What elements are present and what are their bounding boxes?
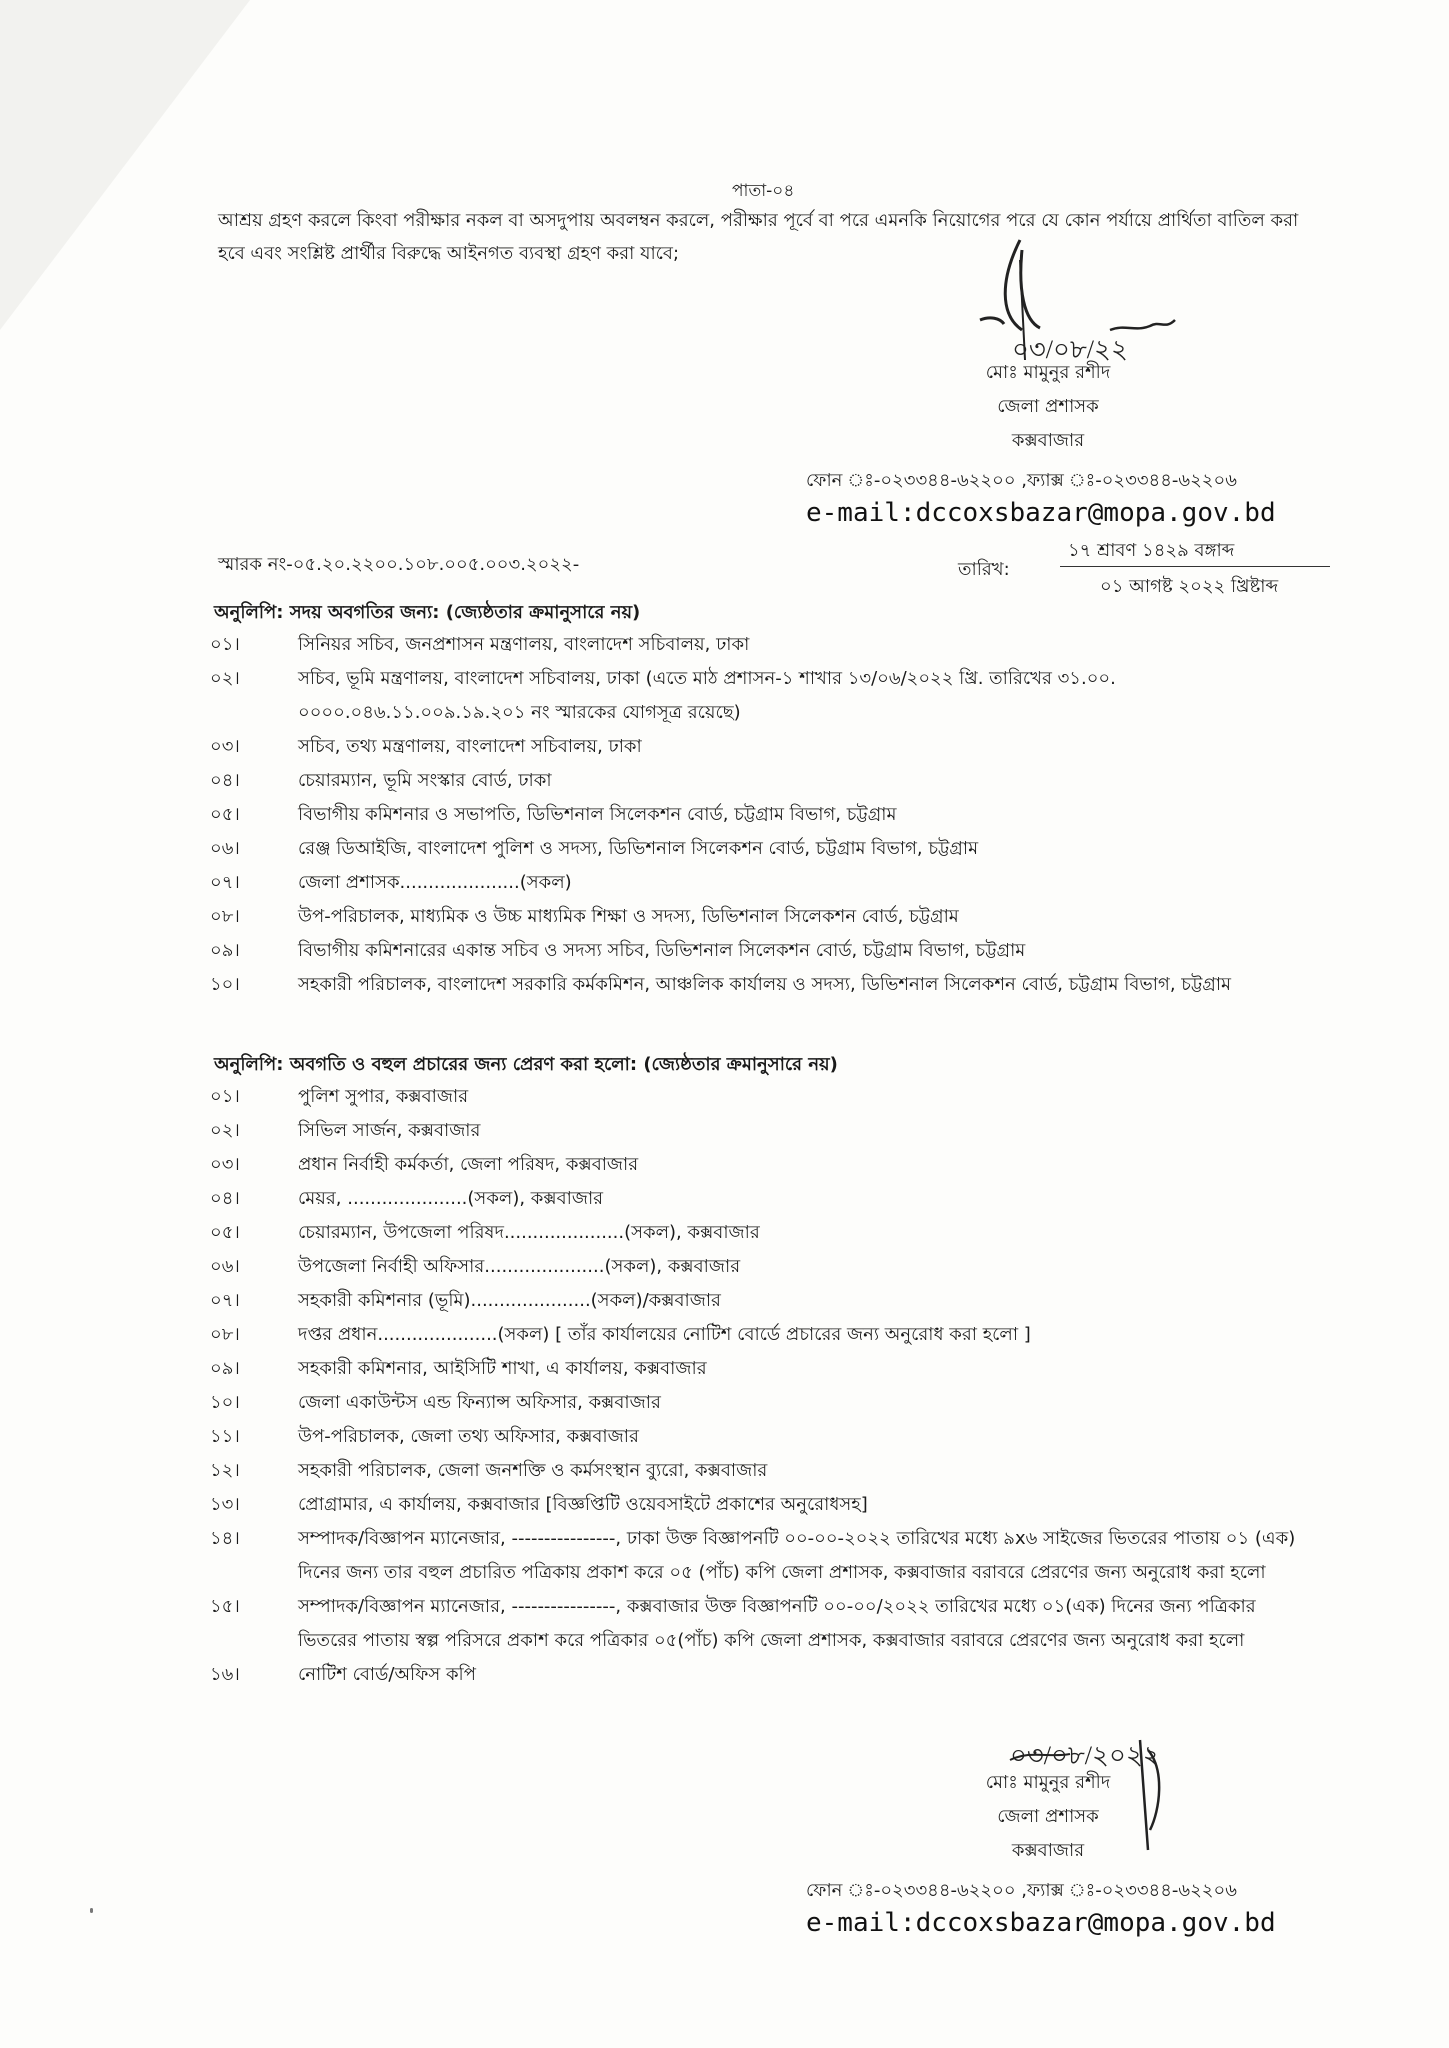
item-text: চেয়ারম্যান, উপজেলা পরিষদ.....................(সকল), কক্সবাজার — [298, 1222, 760, 1243]
item-number: ১২। — [210, 1460, 240, 1481]
signatory-district-2: কক্সবাজার — [1011, 1840, 1085, 1861]
item-text: সিভিল সার্জন, কক্সবাজার — [298, 1120, 481, 1141]
list-item — [210, 1522, 1320, 1590]
item-text: প্রোগ্রামার, এ কার্যালয়, কক্সবাজার [বিজ্ঞপ্তিটি ওয়েবসাইটে প্রকাশের অনুরোধসহ] — [298, 1494, 868, 1515]
copy-heading-2: অনুলিপি: অবগতি ও বহুল প্রচারের জন্য প্রেরণ করা হলো: (জ্যেষ্ঠতার ক্রমানুসারে নয়) — [214, 1054, 838, 1075]
list-item — [210, 1148, 1320, 1182]
item-text: জেলা একাউন্টস এন্ড ফিন্যান্স অফিসার, কক্সবাজার — [298, 1392, 661, 1413]
list-item — [210, 764, 1320, 798]
item-number: ০১। — [210, 634, 240, 655]
list-item — [210, 1454, 1320, 1488]
item-text: উপ-পরিচালক, জেলা তথ্য অফিসার, কক্সবাজার — [298, 1426, 639, 1447]
list-item — [210, 798, 1320, 832]
item-number: ০৬। — [210, 838, 240, 859]
list-item — [210, 1488, 1320, 1522]
list-item — [210, 662, 1320, 730]
item-number: ১০। — [210, 1392, 240, 1413]
item-text: চেয়ারম্যান, ভূমি সংস্কার বোর্ড, ঢাকা — [298, 770, 552, 791]
signature-date-bottom: ০৩/০৮/২০২২ — [1010, 1741, 1160, 1770]
item-text: প্রধান নির্বাহী কর্মকর্তা, জেলা পরিষদ, কক্সবাজার — [298, 1154, 639, 1175]
date-english: ০১ আগষ্ট ২০২২ খ্রিষ্টাব্দ — [1100, 576, 1279, 597]
item-number: ০৫। — [210, 1222, 240, 1243]
list-item — [210, 1080, 1320, 1114]
phone-fax-top: ফোন ঃ-০২৩৩৪৪-৬২২০০ ,ফ্যাক্স ঃ-০২৩৩৪৪-৬২২০৬ — [806, 470, 1237, 491]
signatory-district: কক্সবাজার — [1011, 430, 1085, 451]
item-number: ১৪। — [210, 1528, 240, 1549]
item-number: ০৮। — [210, 1324, 240, 1345]
item-number: ০৬। — [210, 1256, 240, 1277]
signature-top — [960, 220, 1200, 370]
item-number: ০২। — [210, 668, 240, 689]
list-item — [210, 1352, 1320, 1386]
signatory-name-2: মোঃ মামুনুর রশীদ — [985, 1772, 1111, 1793]
date-label: তারিখ: — [958, 559, 1010, 580]
email-bottom: e-mail:dccoxsbazar@mopa.gov.bd — [806, 1908, 1276, 1938]
item-text: উপ-পরিচালক, মাধ্যমিক ও উচ্চ মাধ্যমিক শিক্ষা ও সদস্য, ডিভিশনাল সিলেকশন বোর্ড, চট্টগ্রাম — [298, 906, 959, 927]
item-number: ০৪। — [210, 1188, 240, 1209]
list-item — [210, 866, 1320, 900]
intro-paragraph: আশ্রয় গ্রহণ করলে কিংবা পরীক্ষার নকল বা অসদুপায় অবলম্বন করলে, পরীক্ষার পূর্বে বা পরে এমনকি নিয়োগের পরে যে কোন পর্যায়ে প্রার্থিতা বাতিল করা হবে এবং সংশ্লিষ্ট প্রার্থীর বিরুদ্ধে আইনগত ব্যবস্থা গ্রহণ করা যাবে; — [218, 210, 1299, 264]
item-number: ০৩। — [210, 736, 240, 757]
page-number: পাতা-০৪ — [732, 181, 795, 201]
item-number: ১৩। — [210, 1494, 240, 1515]
item-number: ১০। — [210, 974, 240, 995]
list-item — [210, 1386, 1320, 1420]
item-text: উপজেলা নির্বাহী অফিসার.....................(সকল), কক্সবাজার — [298, 1256, 741, 1277]
list-item — [210, 1182, 1320, 1216]
list-item — [210, 900, 1320, 934]
folded-corner — [0, 0, 250, 330]
list-item — [210, 628, 1320, 662]
date-bangla: ১৭ শ্রাবণ ১৪২৯ বঙ্গাব্দ — [1068, 540, 1235, 561]
list-item — [210, 1284, 1320, 1318]
signature-block-bottom — [948, 1766, 1148, 1868]
list-item — [210, 934, 1320, 968]
item-text: জেলা প্রশাসক.....................(সকল) — [298, 872, 572, 893]
scan-speck — [90, 1908, 93, 1913]
phone-fax-bottom: ফোন ঃ-০২৩৩৪৪-৬২২০০ ,ফ্যাক্স ঃ-০২৩৩৪৪-৬২২০৬ — [806, 1880, 1237, 1901]
item-text: বিভাগীয় কমিশনার ও সভাপতি, ডিভিশনাল সিলেকশন বোর্ড, চট্টগ্রাম বিভাগ, চট্টগ্রাম — [298, 804, 897, 825]
item-number: ০৯। — [210, 940, 240, 961]
item-text: সিনিয়র সচিব, জনপ্রশাসন মন্ত্রণালয়, বাংলাদেশ সচিবালয়, ঢাকা — [298, 634, 750, 655]
item-number: ০২। — [210, 1120, 240, 1141]
item-text: মেয়র, .....................(সকল), কক্সবাজার — [298, 1188, 604, 1209]
list-item — [210, 832, 1320, 866]
list-item — [210, 1590, 1320, 1658]
item-text: সহকারী পরিচালক, বাংলাদেশ সরকারি কর্মকমিশন, আঞ্চলিক কার্যালয় ও সদস্য, ডিভিশনাল সিলেকশন বোর্ড, চট্টগ্রাম বিভাগ, চট্টগ্রাম — [298, 974, 1232, 995]
item-text: সচিব, তথ্য মন্ত্রণালয়, বাংলাদেশ সচিবালয়, ঢাকা — [298, 736, 642, 757]
list-item — [210, 1250, 1320, 1284]
list-item — [210, 1114, 1320, 1148]
item-number: ০৪। — [210, 770, 240, 791]
item-text: পুলিশ সুপার, কক্সবাজার — [298, 1086, 469, 1107]
list-item — [210, 1658, 1320, 1692]
item-number: ০৮। — [210, 906, 240, 927]
copy-list-2 — [210, 1080, 1320, 1692]
memo-number: স্মারক নং-০৫.২০.২২০০.১০৮.০০৫.০০৩.২০২২- — [218, 554, 580, 575]
item-number: ০৭। — [210, 1290, 240, 1311]
list-item — [210, 968, 1320, 1002]
item-number: ০৩। — [210, 1154, 240, 1175]
signatory-designation: জেলা প্রশাসক — [997, 396, 1099, 417]
item-text: সচিব, ভূমি মন্ত্রণালয়, বাংলাদেশ সচিবালয়, ঢাকা (এতে মাঠ প্রশাসন-১ শাখার ১৩/০৬/২০২২ খ্রি. তারিখের ৩১.০০. ০০০০.০৪৬.১১.০০৯.১৯.২০১ নং স্মারকের যোগসূত্র রয়েছে) — [298, 668, 1116, 723]
list-item — [210, 730, 1320, 764]
item-number: ১৫। — [210, 1596, 240, 1617]
signatory-name: মোঃ মামুনুর রশীদ — [985, 362, 1111, 383]
date-divider — [1060, 566, 1330, 567]
list-item — [210, 1216, 1320, 1250]
item-number: ০১। — [210, 1086, 240, 1107]
list-item — [210, 1318, 1320, 1352]
copy-list-1 — [210, 628, 1320, 1002]
signature-block-top — [948, 356, 1148, 458]
item-text: সম্পাদক/বিজ্ঞাপন ম্যানেজার, ----------------, ঢাকা উক্ত বিজ্ঞাপনটি ০০-০০-২০২২ তারিখের মধ্যে ৯x৬ সাইজের ভিতরের পাতায় ০১ (এক) দিনের জন্য তার বহুল প্রচারিত পত্রিকায় প্রকাশ করে ০৫ (পাঁচ) কপি জেলা প্রশাসক, কক্সবাজার বরাবরে প্রেরণের জন্য অনুরোধ করা হলো — [298, 1528, 1296, 1583]
item-number: ১৬। — [210, 1664, 240, 1685]
item-text: সহকারী পরিচালক, জেলা জনশক্তি ও কর্মসংস্থান ব্যুরো, কক্সবাজার — [298, 1460, 768, 1481]
item-text: নোটিশ বোর্ড/অফিস কপি — [298, 1664, 476, 1685]
email-top: e-mail:dccoxsbazar@mopa.gov.bd — [806, 498, 1276, 528]
item-number: ০৭। — [210, 872, 240, 893]
item-number: ০৫। — [210, 804, 240, 825]
item-text: রেঞ্জ ডিআইজি, বাংলাদেশ পুলিশ ও সদস্য, ডিভিশনাল সিলেকশন বোর্ড, চট্টগ্রাম বিভাগ, চট্টগ্রাম — [298, 838, 979, 859]
item-number: ১১। — [210, 1426, 240, 1447]
copy-heading-1: অনুলিপি: সদয় অবগতির জন্য: (জ্যেষ্ঠতার ক্রমানুসারে নয়) — [214, 602, 641, 623]
item-text: সহকারী কমিশনার, আইসিটি শাখা, এ কার্যালয়, কক্সবাজার — [298, 1358, 707, 1379]
list-item — [210, 1420, 1320, 1454]
item-text: বিভাগীয় কমিশনারের একান্ত সচিব ও সদস্য সচিব, ডিভিশনাল সিলেকশন বোর্ড, চট্টগ্রাম বিভাগ, চট্টগ্রাম — [298, 940, 1026, 961]
item-text: দপ্তর প্রধান.....................(সকল) [ তাঁর কার্যালয়ের নোটিশ বোর্ডে প্রচারের জন্য অনুরোধ করা হলো ] — [298, 1324, 1031, 1345]
item-text: সহকারী কমিশনার (ভূমি).....................(সকল)/কক্সবাজার — [298, 1290, 721, 1311]
item-number: ০৯। — [210, 1358, 240, 1379]
item-text: সম্পাদক/বিজ্ঞাপন ম্যানেজার, ----------------, কক্সবাজার উক্ত বিজ্ঞাপনটি ০০-০০/২০২২ তারিখের মধ্যে ০১(এক) দিনের জন্য পত্রিকার ভিতরের পাতায় স্বল্প পরিসরে প্রকাশ করে পত্রিকার ০৫(পাঁচ) কপি জেলা প্রশাসক, কক্সবাজার বরাবরে প্রেরণের জন্য অনুরোধ করা হলো — [298, 1596, 1256, 1651]
signatory-designation-2: জেলা প্রশাসক — [997, 1806, 1099, 1827]
signature-date-top: ০৩/০৮/২২ — [1012, 335, 1128, 364]
